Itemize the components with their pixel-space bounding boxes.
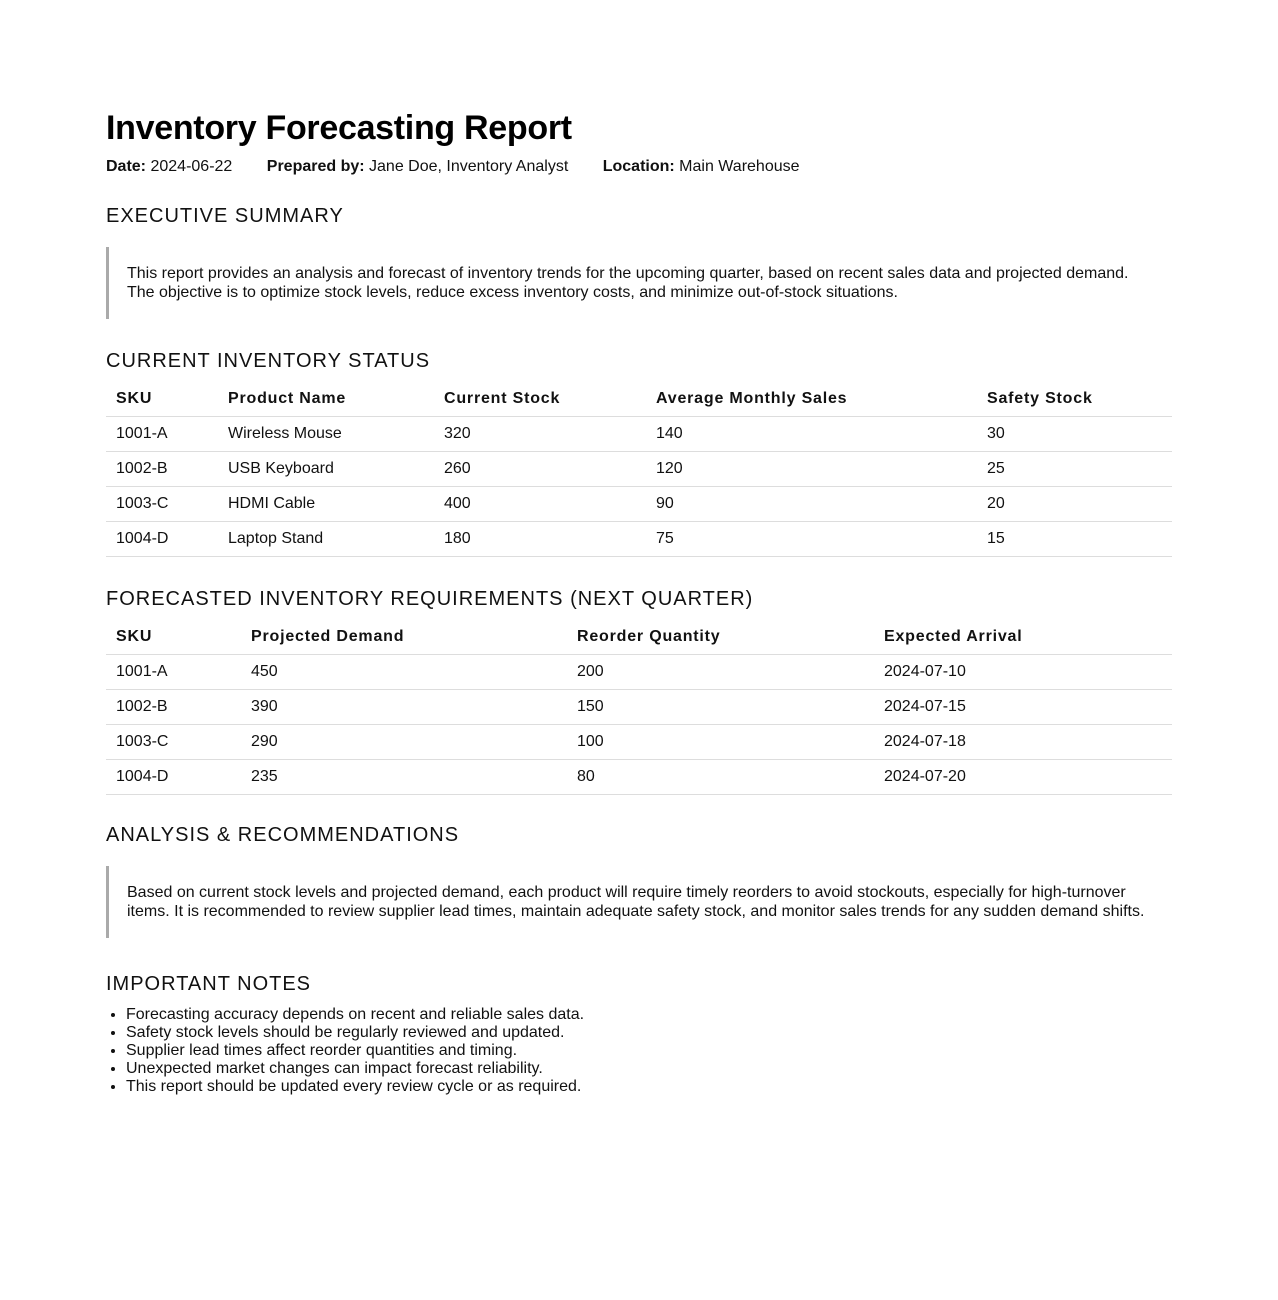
table-row bbox=[106, 725, 1172, 760]
executive-summary-heading: EXECUTIVE SUMMARY bbox=[106, 205, 344, 227]
table-cell: USB Keyboard bbox=[218, 452, 434, 487]
current-inventory-heading: CURRENT INVENTORY STATUS bbox=[106, 350, 431, 372]
column-header: Reorder Quantity bbox=[567, 620, 874, 655]
analysis-heading: ANALYSIS & RECOMMENDATIONS bbox=[106, 824, 460, 846]
table-cell: Laptop Stand bbox=[218, 522, 434, 557]
table-cell: 90 bbox=[646, 487, 977, 522]
column-header: SKU bbox=[106, 382, 218, 417]
table-cell: 1001-A bbox=[106, 655, 241, 690]
list-item: • Forecasting accuracy depends on recent and reliable sales data. bbox=[126, 1006, 1172, 1024]
forecast-section bbox=[106, 587, 1172, 795]
notes-list bbox=[106, 1006, 1172, 1096]
table-cell: 260 bbox=[434, 452, 646, 487]
report-meta bbox=[106, 158, 1172, 176]
list-item: • Safety stock levels should be regularly reviewed and updated. bbox=[126, 1024, 1172, 1042]
current-inventory-table bbox=[106, 382, 1172, 557]
table-cell: 100 bbox=[567, 725, 874, 760]
table-cell: 390 bbox=[241, 690, 567, 725]
table-cell: 2024-07-20 bbox=[874, 760, 1172, 795]
table-cell: 290 bbox=[241, 725, 567, 760]
meta-location bbox=[603, 158, 800, 176]
table-cell: 320 bbox=[434, 417, 646, 452]
table-row bbox=[106, 452, 1172, 487]
table-cell: 235 bbox=[241, 760, 567, 795]
list-item: • This report should be updated every review cycle or as required. bbox=[126, 1078, 1172, 1096]
notes-heading: IMPORTANT NOTES bbox=[106, 973, 312, 995]
column-header: SKU bbox=[106, 620, 241, 655]
table-cell: 400 bbox=[434, 487, 646, 522]
table-cell: 140 bbox=[646, 417, 977, 452]
meta-prepared-by-label: Prepared by: bbox=[266, 158, 365, 175]
executive-summary-section bbox=[106, 204, 1172, 319]
table-row bbox=[106, 417, 1172, 452]
column-header: Product Name bbox=[218, 382, 434, 417]
table-cell: 1001-A bbox=[106, 417, 218, 452]
forecast-heading: FORECASTED INVENTORY REQUIREMENTS (NEXT QUARTER) bbox=[106, 588, 754, 610]
meta-location-value: Main Warehouse bbox=[679, 158, 800, 175]
table-cell: 1004-D bbox=[106, 522, 218, 557]
column-header: Expected Arrival bbox=[874, 620, 1172, 655]
table-cell: 120 bbox=[646, 452, 977, 487]
table-row bbox=[106, 487, 1172, 522]
table-cell: 1002-B bbox=[106, 452, 218, 487]
table-cell: 1003-C bbox=[106, 487, 218, 522]
table-cell: 30 bbox=[977, 417, 1172, 452]
table-row bbox=[106, 760, 1172, 795]
table-header-row bbox=[106, 382, 1172, 417]
list-item: • Supplier lead times affect reorder quantities and timing. bbox=[126, 1042, 1172, 1060]
column-header: Average Monthly Sales bbox=[646, 382, 977, 417]
column-header: Safety Stock bbox=[977, 382, 1172, 417]
notes-section bbox=[106, 972, 1172, 1096]
meta-date bbox=[106, 158, 232, 176]
column-header: Current Stock bbox=[434, 382, 646, 417]
table-cell: 1003-C bbox=[106, 725, 241, 760]
table-cell: 20 bbox=[977, 487, 1172, 522]
table-header-row bbox=[106, 620, 1172, 655]
table-cell: 200 bbox=[567, 655, 874, 690]
meta-prepared-by-value: Jane Doe, Inventory Analyst bbox=[369, 158, 569, 175]
meta-location-label: Location: bbox=[602, 158, 675, 175]
meta-date-value: 2024-06-22 bbox=[150, 158, 233, 175]
column-header: Projected Demand bbox=[241, 620, 567, 655]
table-cell: 2024-07-15 bbox=[874, 690, 1172, 725]
table-row bbox=[106, 522, 1172, 557]
current-inventory-section bbox=[106, 349, 1172, 557]
table-cell: 2024-07-10 bbox=[874, 655, 1172, 690]
table-cell: 1002-B bbox=[106, 690, 241, 725]
meta-date-label: Date: bbox=[106, 158, 147, 175]
meta-prepared-by bbox=[267, 158, 569, 176]
table-cell: HDMI Cable bbox=[218, 487, 434, 522]
analysis-text: Based on current stock levels and projected demand, each product will require timely reorders to avoid stockouts, especially for high-turnover items. It is recommended to review supplier lead times, maintain adequate safety stock, and monitor sales trends for any sudden demand shifts. bbox=[106, 866, 1172, 938]
table-row bbox=[106, 655, 1172, 690]
table-cell: 1004-D bbox=[106, 760, 241, 795]
table-cell: 75 bbox=[646, 522, 977, 557]
analysis-section bbox=[106, 823, 1172, 938]
report-page bbox=[106, 0, 1172, 1096]
table-cell: 180 bbox=[434, 522, 646, 557]
executive-summary-text: This report provides an analysis and forecast of inventory trends for the upcoming quarter, based on recent sales data and projected demand. The objective is to optimize stock levels, reduce excess inventory costs, and minimize out-of-stock situations. bbox=[106, 247, 1172, 319]
table-cell: 80 bbox=[567, 760, 874, 795]
forecast-table bbox=[106, 620, 1172, 795]
table-cell: 15 bbox=[977, 522, 1172, 557]
list-item: • Unexpected market changes can impact forecast reliability. bbox=[126, 1060, 1172, 1078]
report-title: Inventory Forecasting Report bbox=[106, 109, 572, 147]
table-cell: 2024-07-18 bbox=[874, 725, 1172, 760]
table-cell: 150 bbox=[567, 690, 874, 725]
table-cell: 25 bbox=[977, 452, 1172, 487]
table-cell: Wireless Mouse bbox=[218, 417, 434, 452]
table-row bbox=[106, 690, 1172, 725]
table-cell: 450 bbox=[241, 655, 567, 690]
